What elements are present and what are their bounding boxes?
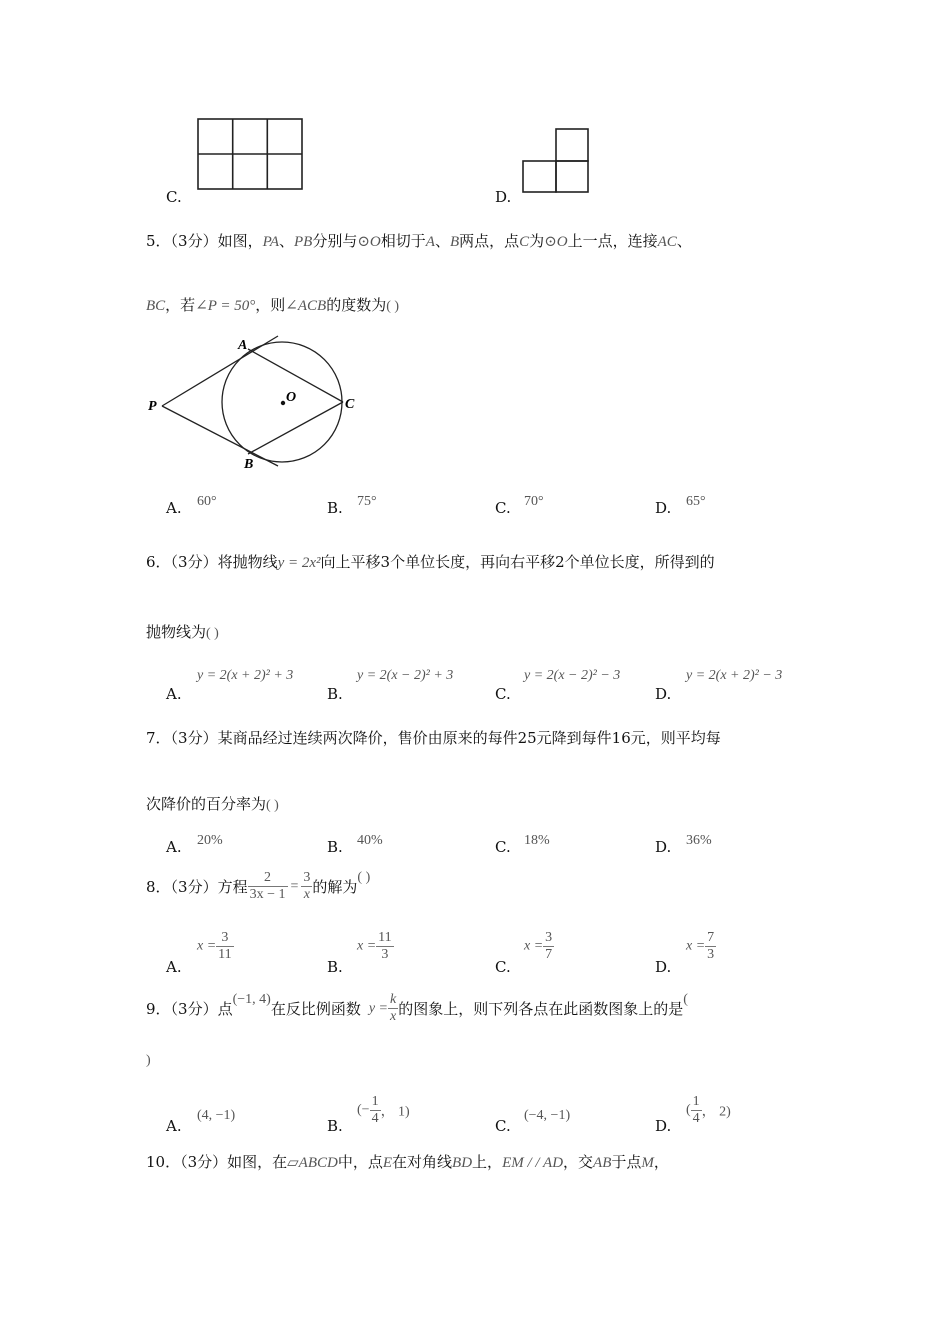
q9-option-a-label: A.: [166, 1117, 182, 1135]
q6-option-d-label: D.: [655, 685, 672, 703]
q7-option-c-label: C.: [495, 838, 511, 856]
q9-option-a-value: (4, −1): [197, 1108, 236, 1123]
q5-option-c-value: 70°: [524, 494, 544, 509]
q9-paren-close: ): [146, 1053, 151, 1068]
q5-option-a-value: 60°: [197, 494, 217, 509]
q7-option-c-value: 18%: [524, 833, 550, 848]
q4-option-c-label: C.: [166, 188, 182, 206]
q6-line2: 抛物线为( ): [146, 623, 219, 641]
q9-option-b-value: (− $\frac{1}{4}$ ， 1): [357, 1094, 410, 1126]
q8-rhs-fraction: $\frac{3}{x}$: [303, 870, 311, 902]
q4-option-c-figure: [197, 118, 304, 190]
q7-option-b-label: B.: [327, 838, 343, 856]
q5-label-o: O: [286, 390, 297, 405]
q7-line1: 7．（3分）某商品经过连续两次降价，售价由原来的每件25元降到每件16元，则平均每: [146, 729, 721, 747]
q5-tangent-figure: [140, 330, 370, 475]
q6-option-c-value: y = 2(x − 2)² − 3: [524, 668, 621, 683]
q4-option-d-label: D.: [495, 188, 512, 206]
q9-option-b-label: B.: [327, 1117, 343, 1135]
q8-option-a-value: x = $\frac{3}{11}$: [197, 930, 232, 962]
q4-option-d-figure: [522, 128, 590, 194]
q5-option-b-value: 75°: [357, 494, 377, 509]
q9-function-fraction: $\frac{k}{x}$: [390, 992, 397, 1024]
q5-option-d-value: 65°: [686, 494, 706, 509]
q6-option-b-value: y = 2(x − 2)² + 3: [357, 668, 454, 683]
q8-option-b-value: x = $\frac{11}{3}$: [357, 930, 392, 962]
q5-center-point: [281, 401, 285, 405]
q7-option-d-value: 36%: [686, 833, 712, 848]
q9-option-c-value: (−4, −1): [524, 1108, 571, 1123]
q6-option-a-value: y = 2(x + 2)² + 3: [197, 668, 294, 683]
q7-line2: 次降价的百分率为( ): [146, 795, 279, 813]
q6-option-d-value: y = 2(x + 2)² − 3: [686, 668, 783, 683]
q7-option-b-value: 40%: [357, 833, 383, 848]
q7-option-a-label: A.: [166, 838, 182, 856]
q8-option-c-value: x = $\frac{3}{7}$: [524, 930, 553, 962]
q8-line: 8．（3分）方程 $\frac{2}{3x - 1}$ = $\frac{3}{x}$ 的解为( ): [146, 870, 371, 902]
q5-option-a-label: A.: [166, 499, 182, 517]
q8-lhs-fraction: $\frac{2}{3x - 1}$: [249, 870, 286, 902]
q10-line1: 10．（3分）如图，在▱ABCD中，点E在对角线BD上，EM / / AD，交AB于点M，: [146, 1153, 669, 1171]
q5-label-b: B: [244, 457, 254, 472]
q9-option-c-label: C.: [495, 1117, 511, 1135]
q9-option-d-value: ( $\frac{1}{4}$ ， 2): [686, 1094, 731, 1126]
q5-label-p: P: [148, 399, 157, 414]
q5-option-b-label: B.: [327, 499, 343, 517]
q9-line1: 9．（3分）点(−1, 4)在反比例函数 y = $\frac{k}{x}$ 的图象上，则下列各点在此函数图象上的是(: [146, 992, 688, 1024]
q5-option-c-label: C.: [495, 499, 511, 517]
q8-option-d-value: x = $\frac{7}{3}$: [686, 930, 715, 962]
q8-option-c-label: C.: [495, 958, 511, 976]
q5-line1: 5．（3分）如图，PA、PB分别与⊙O相切于A、B两点，点C为⊙O上一点，连接AC、: [146, 232, 692, 250]
q8-option-a-label: A.: [166, 958, 182, 976]
q6-option-a-label: A.: [166, 685, 182, 703]
q6-option-c-label: C.: [495, 685, 511, 703]
q7-option-d-label: D.: [655, 838, 672, 856]
q9-option-d-label: D.: [655, 1117, 672, 1135]
q5-label-c: C: [345, 397, 355, 412]
q5-line2: BC，若∠P = 50°，则∠ACB的度数为( ): [146, 296, 400, 314]
q6-option-b-label: B.: [327, 685, 343, 703]
q8-option-b-label: B.: [327, 958, 343, 976]
q7-option-a-value: 20%: [197, 833, 223, 848]
q5-option-d-label: D.: [655, 499, 672, 517]
q5-label-a: A: [238, 338, 248, 353]
q6-line1: 6．（3分）将抛物线y = 2x²向上平移3个单位长度，再向右平移2个单位长度，所得到的: [146, 553, 715, 571]
q8-option-d-label: D.: [655, 958, 672, 976]
